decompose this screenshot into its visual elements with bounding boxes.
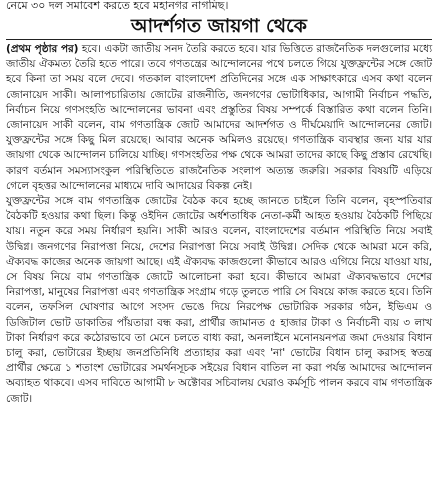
continued-from-front-page: (প্রথম পৃষ্ঠার পর) — [6, 43, 79, 55]
article-body — [6, 42, 432, 407]
paragraph-1-text: হবে। একটা জাতীয় সনদ তৈরি করতে হবে। যার ভিত্তিতে রাজনৈতিক দলগুলোর মধ্যে জাতীয় ঐকমত্য তৈরি হতে পারে। তবে গণতন্ত্রের আন্দোলনের পথে চলতে গিয়ে যুক্তফ্রন্টের সঙ্গে জোট হবে কিনা তা সময় বলে দেবে। গতকাল বাংলাদেশ প্রতিদিনের সঙ্গে এক সাক্ষাৎকারে এসব কথা বলেন জোনায়েদ সাকী। আলাপচারিতায় জোটের রাজনীতি, জনগণের ভোটাধিকার, আগামী নির্বাচন পদ্ধতি, নির্বাচন নিয়ে গণসংহতি আন্দোলনের ভাবনা এবং প্রস্তুতির বিষয় সম্পর্কে বিস্তারিত কথা বলেন তিনি। জোনায়েদ সাকী বলেন, বাম গণতান্ত্রিক জোট আমাদের আদর্শগত ও দীর্ঘমেয়াদি আন্দোলনের জোট। যুক্তফ্রন্টের সঙ্গে কিছু মিল রয়েছে। আবার অনেক অমিলও রয়েছে। গণতান্ত্রিক ব্যবস্থার জন্য যার যার জায়গা থেকে আন্দোলন চালিয়ে যাচ্ছি। গণসংহতির পক্ষ থেকে আমরা তাদের কাছে কিছু প্রস্তাব রেখেছি। কারণ বর্তমান সমস্যাসংকুল পরিস্থিতিতে রাজনৈতিক সংলাপ অত্যন্ত জরুরি। সরকার বিষয়টি এড়িয়ে গেলে বৃহত্তর আন্দোলনের মাধ্যমে দাবি আদায়ের বিকল্প নেই। — [6, 43, 433, 192]
article-paragraph-1 — [6, 42, 432, 194]
article-headline: আদর্শগত জায়গা থেকে — [6, 14, 432, 40]
article-paragraph-2: যুক্তফ্রন্টের সঙ্গে বাম গণতান্ত্রিক জোটের বৈঠক কবে হচ্ছে জানতে চাইলে তিনি বলেন, বৃহস্পতিবার বৈঠকটি হওয়ার কথা ছিল। কিন্তু ওইদিন জোটের অর্ধশতাধিক নেতা-কর্মী আহত হওয়ায় বৈঠকটি পিছিয়ে যায়। নতুন করে সময় নির্ধারণ হয়নি। সাকী আরও বলেন, বাংলাদেশের বর্তমান পরিস্থিতি নিয়ে সবাই উদ্বিগ্ন। জনগণের নিরাপত্তা নিয়ে, দেশের নিরাপত্তা নিয়ে সবাই উদ্বিগ্ন। সেদিক থেকে আমরা মনে করি, ঐক্যবদ্ধ কাজের অনেক জায়গা আছে। এই ঐক্যবদ্ধ কাজগুলো কীভাবে আরও এগিয়ে নিয়ে যাওয়া যায়, সে বিষয় নিয়ে বাম গণতান্ত্রিক জোটে আলোচনা করা হবে। কীভাবে আমরা ঐক্যবদ্ধভাবে দেশের নিরাপত্তা, মানুষের নিরাপত্তা এবং গণতান্ত্রিক সংগ্রাম গড়ে তুলতে পারি সে বিষয়ে কাজ করতে হবে। তিনি বলেন, তফসিল ঘোষণার আগে সংসদ ভেঙে দিয়ে নিরপেক্ষ ভোটারিক সরকার গঠন, ইভিএম ও ডিজিটাল ভোট ডাকাতির পাঁয়তারা বন্ধ করা, প্রার্থীর জামানত ৫ হাজার টাকা ও নির্বাচনী ব্যয় ৩ লাখ টাকা নির্ধারণ করে কঠোরভাবে তা মেনে চলতে বাধ্য করা, অনলাইনে মনোনয়নপত্র জমা দেওয়ার বিধান চালু করা, ভোটারের ইচ্ছায় জনপ্রতিনিধি প্রত্যাহার করা এবং 'না' ভোটের বিধান চালু করাসহ স্বতন্ত্র প্রার্থীর ক্ষেত্রে ১ শতাংশ ভোটারের সমর্থনসূচক সইয়ের বিধান বাতিল না করা পর্যন্ত আমাদের আন্দোলন অব্যাহত থাকবে। এসব দাবিতে আগামী ৮ অক্টোবর সচিবালয় ঘেরাও কর্মসূচি পালন করবে বাম গণতান্ত্রিক জোট। — [6, 195, 432, 405]
previous-article-last-line: নেমে ৩০ দল সমাবেশ করতে হবে মহানগর নাগমিছ। — [6, 0, 229, 12]
